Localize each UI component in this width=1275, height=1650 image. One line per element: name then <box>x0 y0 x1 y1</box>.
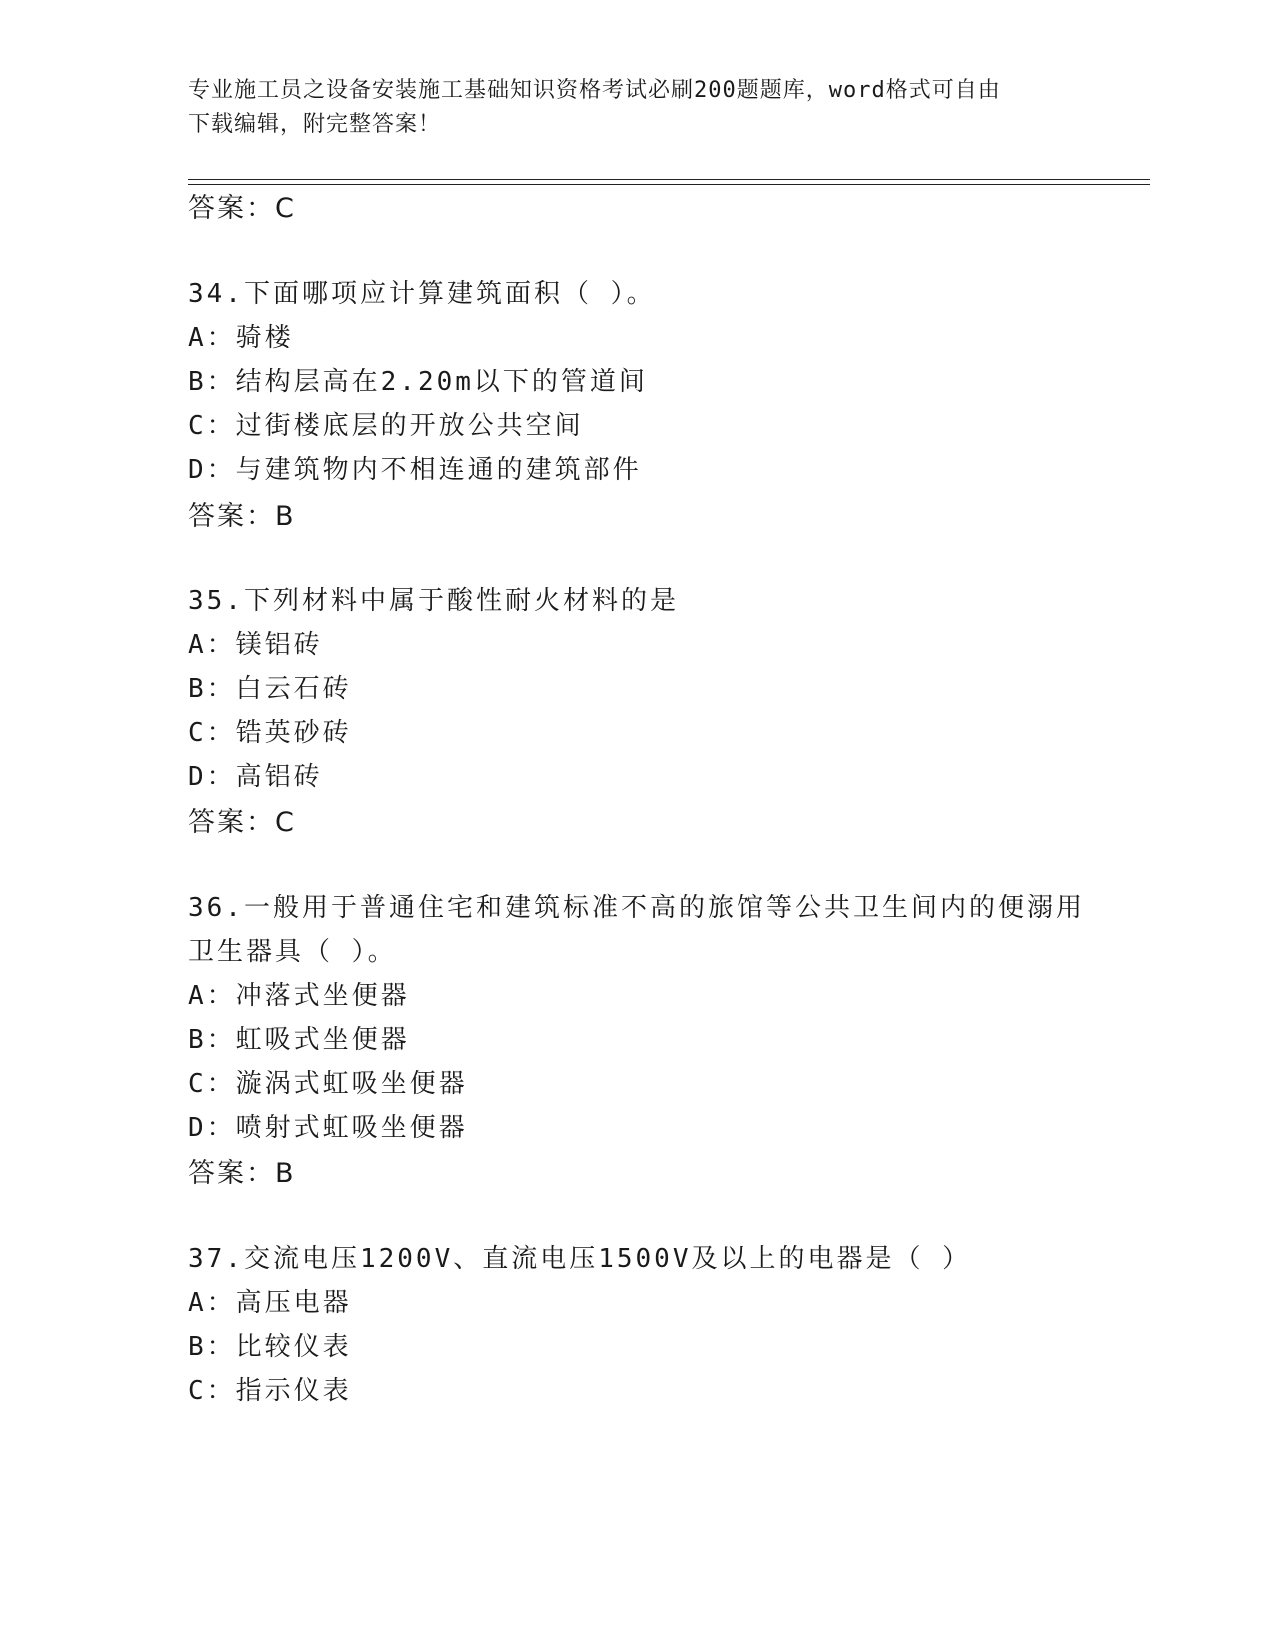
question-37-option-c: C：指示仪表 <box>188 1376 352 1406</box>
header-divider-bottom <box>188 184 1150 185</box>
question-35-option-d: D：高铝砖 <box>188 762 323 792</box>
question-34-answer: 答案：B <box>188 501 296 532</box>
question-37-stem: 37.交流电压1200V、直流电压1500V及以上的电器是（ ） <box>188 1244 972 1274</box>
question-36-option-c: C：漩涡式虹吸坐便器 <box>188 1069 468 1099</box>
header-divider-top <box>188 179 1150 180</box>
question-37-option-a: A：高压电器 <box>188 1288 352 1318</box>
question-34-option-b: B：结构层高在2.20m以下的管道间 <box>188 367 648 397</box>
question-35-stem: 35.下列材料中属于酸性耐火材料的是 <box>188 586 679 616</box>
header-line-1: 专业施工员之设备安装施工基础知识资格考试必刷200题题库，word格式可自由 <box>188 78 1001 103</box>
question-36-stem-continued: 卫生器具（ ）。 <box>188 937 397 967</box>
question-34-stem: 34.下面哪项应计算建筑面积（ ）。 <box>188 279 656 309</box>
question-36-answer: 答案：B <box>188 1158 296 1189</box>
document-header <box>188 74 1068 142</box>
question-36-option-b: B：虹吸式坐便器 <box>188 1025 410 1055</box>
question-35-answer: 答案：C <box>188 807 296 838</box>
question-36-option-d: D：喷射式虹吸坐便器 <box>188 1113 468 1143</box>
question-36-stem: 36.一般用于普通住宅和建筑标准不高的旅馆等公共卫生间内的便溺用 <box>188 893 1085 923</box>
question-36-option-a: A：冲落式坐便器 <box>188 981 410 1011</box>
header-line-2: 下载编辑，附完整答案！ <box>188 112 442 137</box>
previous-answer: 答案：C <box>188 193 296 224</box>
question-34-option-a: A：骑楼 <box>188 323 294 353</box>
question-34-option-c: C：过街楼底层的开放公共空间 <box>188 411 584 441</box>
question-35-option-a: A：镁铝砖 <box>188 630 323 660</box>
question-35-option-c: C：锆英砂砖 <box>188 718 352 748</box>
question-35-option-b: B：白云石砖 <box>188 674 352 704</box>
question-34-option-d: D：与建筑物内不相连通的建筑部件 <box>188 455 642 485</box>
question-37-option-b: B：比较仪表 <box>188 1332 352 1362</box>
